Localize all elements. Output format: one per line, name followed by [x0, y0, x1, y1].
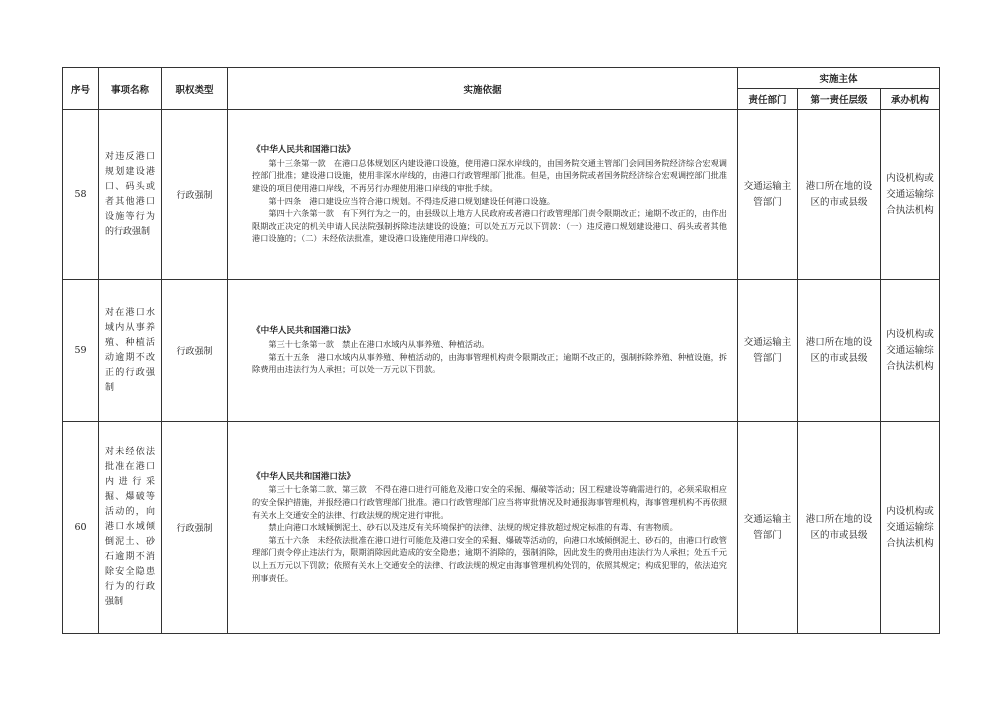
row-agency: 内设机构或交通运输综合执法机构 [881, 280, 940, 422]
row-basis [228, 110, 738, 280]
row-name: 对在港口水域内从事养殖、种植活动逾期不改正的行政强制 [99, 280, 162, 422]
basis-paragraph: 第四十六条第一款 有下列行为之一的，由县级以上地方人民政府或者港口行政管理部门责令限期改正；逾期不改正的，由作出限期改正决定的机关申请人民法院强制拆除违法建设的设施；可以处五万元以下罚款：（一）违反港口规划建设港口、码头或者其他港口设施的；（二）未经依法批准，建设港口设施使用港口岸线的。 [252, 208, 727, 244]
row-type: 行政强制 [162, 280, 228, 422]
header-seq: 序号 [63, 68, 99, 110]
row-level: 港口所在地的设区的市或县级 [798, 422, 881, 634]
header-type: 职权类型 [162, 68, 228, 110]
row-level: 港口所在地的设区的市或县级 [798, 110, 881, 280]
row-dept: 交通运输主管部门 [738, 280, 798, 422]
row-seq: 58 [63, 110, 99, 280]
header-agency: 承办机构 [881, 89, 940, 110]
enforcement-table [62, 67, 940, 634]
header-level: 第一责任层级 [798, 89, 881, 110]
row-type: 行政强制 [162, 110, 228, 280]
row-type: 行政强制 [162, 422, 228, 634]
basis-paragraph: 禁止向港口水域倾倒泥土、砂石以及违反有关环境保护的法律、法规的规定排放超过规定标准的有毒、有害物质。 [268, 522, 678, 533]
row-agency: 内设机构或交通运输综合执法机构 [881, 422, 940, 634]
row-dept: 交通运输主管部门 [738, 110, 798, 280]
table-row [63, 280, 940, 422]
table-row [63, 110, 940, 280]
header-basis: 实施依据 [228, 68, 738, 110]
law-title: 《中华人民共和国港口法》 [252, 326, 356, 337]
row-seq: 59 [63, 280, 99, 422]
row-seq: 60 [63, 422, 99, 634]
basis-paragraph: 第五十六条 未经依法批准在港口进行可能危及港口安全的采掘、爆破等活动的，向港口水域倾倒泥土、砂石的，由港口行政管理部门责令停止违法行为，限期消除因此造成的安全隐患；逾期不消除的，强制消除，因此发生的费用由违法行为人承担；处五千元以上五万元以下罚款；依照有关水上交通安全的法律、行政法规的规定由海事管理机构处罚的，依照其规定；构成犯罪的，依法追究刑事责任。 [252, 534, 727, 583]
row-basis [228, 280, 738, 422]
header-name: 事项名称 [99, 68, 162, 110]
basis-paragraph: 第五十五条 港口水域内从事养殖、种植活动的，由海事管理机构责令限期改正；逾期不改正的，强制拆除养殖、种植设施，拆除费用由违法行为人承担；可以处一万元以下罚款。 [252, 351, 727, 375]
basis-paragraph: 第十四条 港口建设应当符合港口规划。不得违反港口规划建设任何港口设施。 [268, 195, 555, 206]
basis-paragraph: 第三十七条第一款 禁止在港口水域内从事养殖、种植活动。 [268, 338, 490, 349]
basis-paragraph: 第十三条第一款 在港口总体规划区内建设港口设施，使用港口深水岸线的，由国务院交通主管部门会同国务院经济综合宏观调控部门批准；建设港口设施，使用非深水岸线的，由港口行政管理部门批准。但是，由国务院或者国务院经济综合宏观调控部门批准建设的项目使用港口岸线，不再另行办理使用港口岸线的审批手续。 [252, 157, 727, 193]
row-basis [228, 422, 738, 634]
row-agency: 内设机构或交通运输综合执法机构 [881, 110, 940, 280]
header-subject: 实施主体 [738, 68, 940, 89]
row-dept: 交通运输主管部门 [738, 422, 798, 634]
row-name: 对未经依法批准在港口内进行采掘、爆破等活动的，向港口水域倾倒泥土、砂石逾期不消除安全隐患行为的行政强制 [99, 422, 162, 634]
law-title: 《中华人民共和国港口法》 [252, 145, 356, 156]
header-dept: 责任部门 [738, 89, 798, 110]
table-row [63, 422, 940, 634]
row-name: 对违反港口规划建设港口、码头或者其他港口设施等行为的行政强制 [99, 110, 162, 280]
row-level: 港口所在地的设区的市或县级 [798, 280, 881, 422]
basis-paragraph: 第三十七条第二款、第三款 不得在港口进行可能危及港口安全的采掘、爆破等活动；因工程建设等确需进行的，必须采取相应的安全保护措施，并报经港口行政管理部门批准。港口行政管理部门应当将审批情况及时通报海事管理机构，海事管理机构不再依照有关水上交通安全的法律、行政法规的规定进行审批。 [252, 484, 727, 520]
law-title: 《中华人民共和国港口法》 [252, 471, 356, 482]
